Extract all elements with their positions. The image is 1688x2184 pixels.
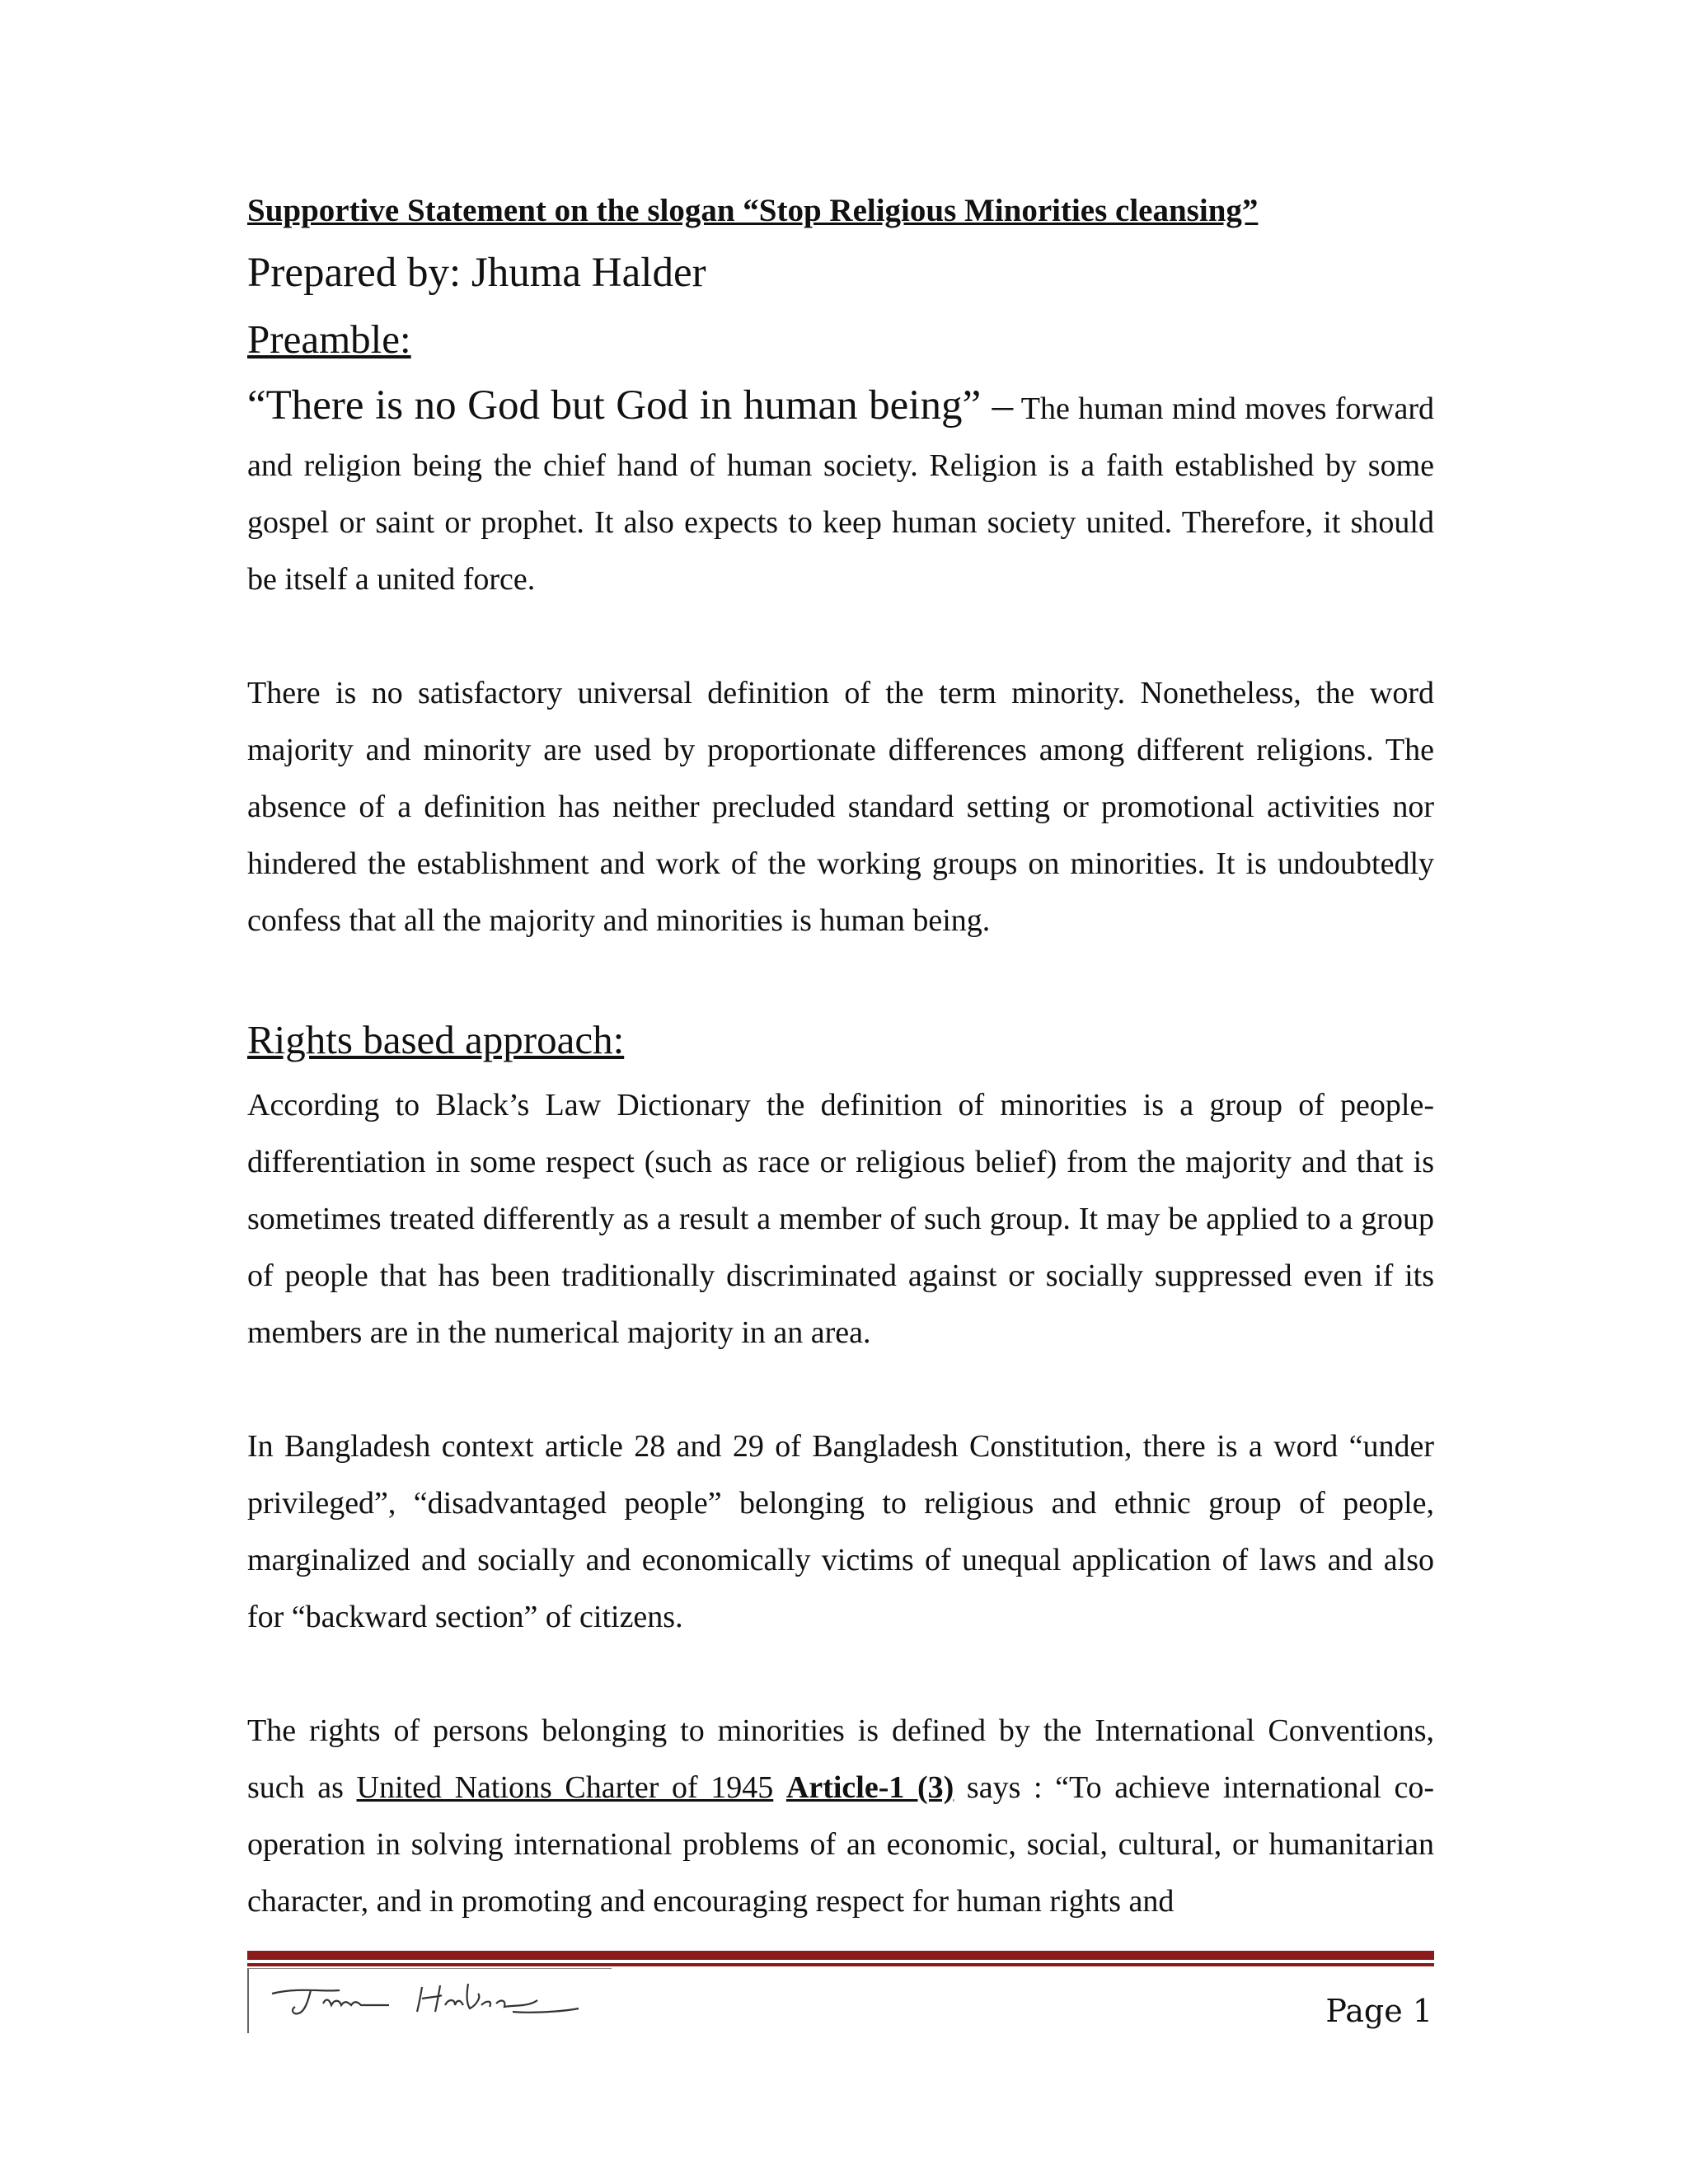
footer-rule-thin bbox=[247, 1963, 1434, 1966]
preamble-paragraph bbox=[247, 377, 1434, 608]
article-reference: Article-1 (3) bbox=[785, 1769, 954, 1805]
footer-rule bbox=[247, 1951, 1434, 1960]
prepared-by: Prepared by: Jhuma Halder bbox=[247, 249, 706, 296]
minority-paragraph: There is no satisfactory universal definition of the term minority. Nonetheless, the word majority and minority are used by proportionate differences among different religions. The absence of a definition has neither precluded standard setting or promotional activities nor hindered the establishment and work of the working groups on minorities. It is undoubtedly confess that all the majority and minorities is human being. bbox=[247, 675, 1434, 938]
bangladesh-paragraph: In Bangladesh context article 28 and 29 of Bangladesh Constitution, there is a word “under privileged”, “disadvantaged people” belonging to religious and ethnic group of people, marginalized and socially and economically victims of unequal application of laws and also for “backward section” of citizens. bbox=[247, 1428, 1434, 1634]
blacks-law-paragraph: According to Black’s Law Dictionary the definition of minorities is a group of people-differentiation in some respect (such as race or religious belief) from the majority and that is sometimes treated differently as a result a member of such group. It may be applied to a group of people that has been traditionally discriminated against or socially suppressed even if its members are in the numerical majority in an area. bbox=[247, 1087, 1434, 1350]
preamble-text: The human mind moves forward and religion being the chief hand of human society. Religion is a faith established by some gospel or saint or prophet. It also expects to keep human society united. Therefore, it should be itself a united force. bbox=[247, 391, 1434, 597]
document-body bbox=[247, 190, 1434, 1930]
document-title: Supportive Statement on the slogan “Stop Religious Minorities cleansing” bbox=[247, 193, 1259, 228]
rights-text-end: says : “To achieve international co-operation in solving international problems of an economic, social, cultural, or humanitarian character, and in promoting and encouraging respect for human rights and bbox=[247, 1769, 1435, 1919]
rights-heading: Rights based approach: bbox=[247, 1016, 625, 1062]
rights-paragraph bbox=[247, 1703, 1434, 1930]
rights-text-start: The rights of persons belonging to minorities is defined by the International Conventions, such as bbox=[247, 1713, 1434, 1805]
signature-box bbox=[247, 1968, 612, 2033]
preamble-quote: “There is no God but God in human being” – bbox=[247, 382, 1014, 429]
preamble-heading: Preamble: bbox=[247, 316, 411, 363]
signature-icon bbox=[265, 1975, 595, 2025]
un-charter-reference: United Nations Charter of 1945 bbox=[356, 1769, 774, 1805]
page-number: Page 1 bbox=[1325, 1993, 1432, 2029]
